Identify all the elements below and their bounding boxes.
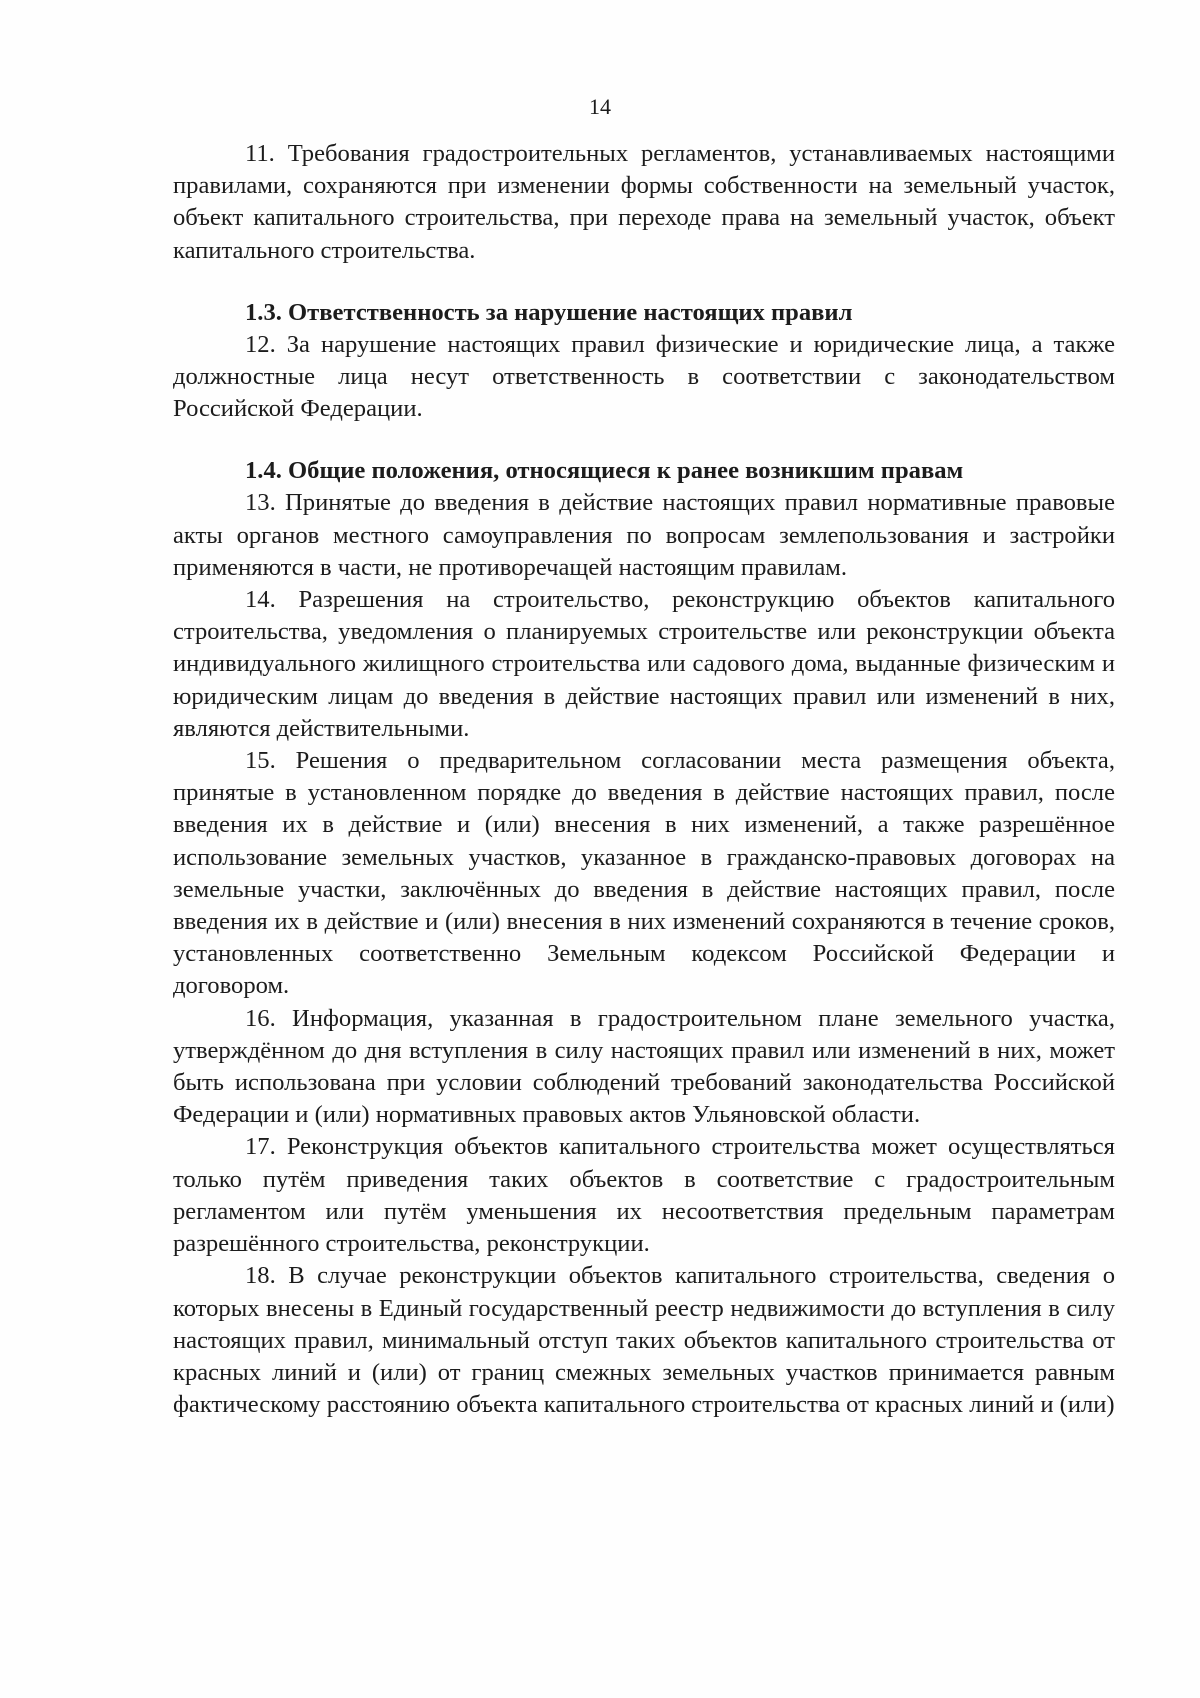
page-number: 14 [589,94,611,119]
section-spacer [173,425,1115,455]
section-spacer [173,267,1115,297]
paragraph-18: 18. В случае реконструкции объектов капитального строительства, сведения о которых внесены в Единый государственный реестр недвижимости до вступления в силу настоящих правил, минимальный отступ таких объектов капитального строительства от красных линий и (или) от границ смежных земельных участков принимается равным фактическому расстоянию объекта капитального строительства от красных линий и (или) [173,1262,1115,1419]
paragraph-16: 16. Информация, указанная в градостроительном плане земельного участка, утверждённом до дня вступления в силу настоящих правил или изменений в них, может быть использована при условии соблюдений требований законодательства Российской Федерации и (или) нормативных правовых актов Ульяновской области. [173,1004,1115,1129]
document-body [173,138,1115,1421]
paragraph-17: 17. Реконструкция объектов капитального строительства может осуществляться только путём приведения таких объектов в соответствие с градостроительным регламентом или путём уменьшения их несоответствия предельным параметрам разрешённого строительства, реконструкции. [173,1133,1115,1258]
paragraph-14: 14. Разрешения на строительство, реконструкцию объектов капитального строительства, уведомления о планируемых строительстве или реконструкции объекта индивидуального жилищного строительства или садового дома, выданные физическим и юридическим лицам до введения в действие настоящих правил или изменений в них, являются действительными. [173,586,1115,742]
paragraph-12: 12. За нарушение настоящих правил физические и юридические лица, а также должностные лица несут ответственность в соответствии с законодательством Российской Федерации. [173,330,1115,423]
section-heading-1-3: 1.3. Ответственность за нарушение настоящих правил [245,298,853,326]
paragraph-11: 11. Требования градостроительных регламентов, устанавливаемых настоящими правилами, сохраняются при изменении формы собственности на земельный участок, объект капитального строительства, при переходе права на земельный участок, объект капитального строительства. [173,140,1115,264]
section-heading-1-4: 1.4. Общие положения, относящиеся к ранее возникшим правам [245,457,964,485]
paragraph-13: 13. Принятые до введения в действие настоящих правил нормативные правовые акты органов местного самоуправления по вопросам землепользования и застройки применяются в части, не противоречащей настоящим правилам. [173,489,1115,581]
paragraph-15: 15. Решения о предварительном согласовании места размещения объекта, принятые в установленном порядке до введения в действие настоящих правил, после введения их в действие и (или) внесения в них изменений, а также разрешённое использование земельных участков, указанное в гражданско-правовых договорах на земельные участки, заключённых до введения в действие настоящих правил, после введения их в действие и (или) внесения в них изменений сохраняются в течение сроков, установленных соответственно Земельным кодексом Российской Федерации и договором. [173,747,1115,1000]
